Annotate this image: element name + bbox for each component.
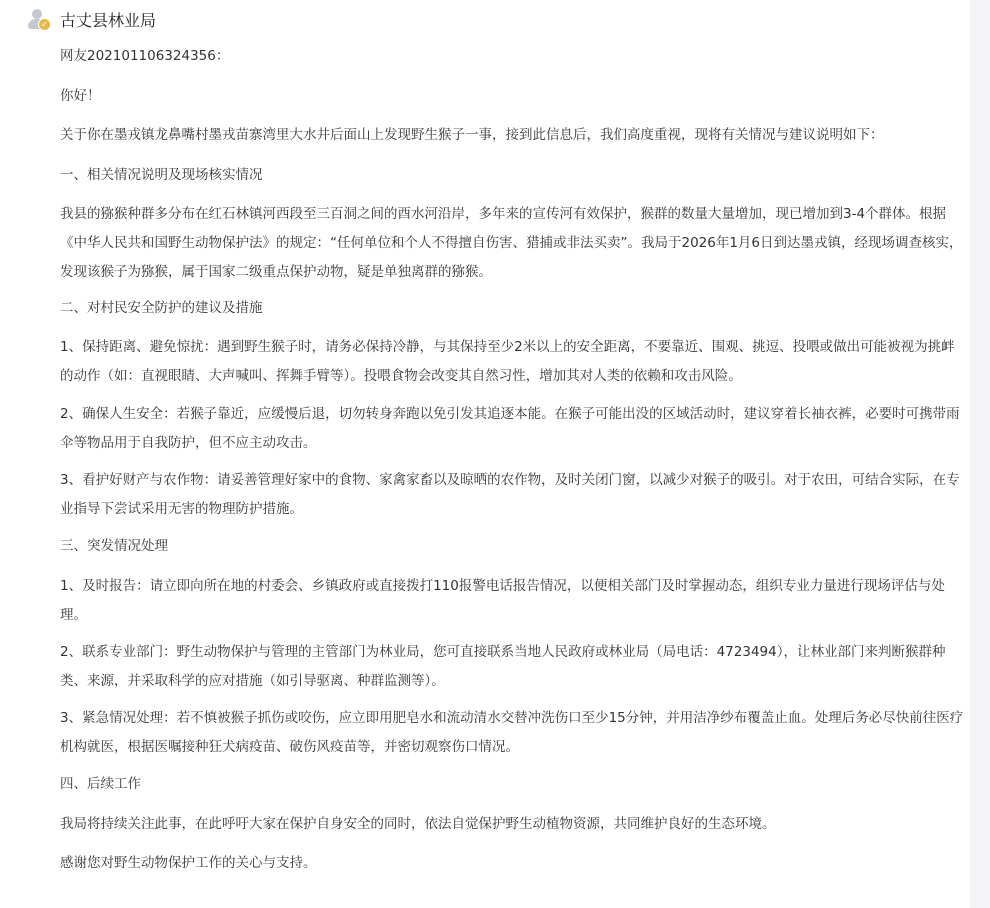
- salutation: 网友202101106324356：: [60, 48, 230, 64]
- section2-item1: 1、保持距离、避免惊扰：遇到野生猴子时，请务必保持冷静，与其保持至少2米以上的安全距离，不要靠近、围观、挑逗、投喂或做出可能被视为挑衅的动作（如：直视眼睛、大声喊叫、挥舞手臂等）。投喂食物会改变其自然习性，增加其对人类的依赖和攻击风险。: [60, 339, 955, 384]
- verified-badge-icon: ✓: [38, 18, 51, 31]
- section3-item2: 2、联系专业部门：野生动物保护与管理的主管部门为林业局，您可直接联系当地人民政府或林业局（局电话：4723494），让林业部门来判断猴群种类、来源，并采取科学的应对措施（如引导驱离、种群监测等）。: [60, 644, 946, 689]
- section2-item2: 2、确保人生安全：若猴子靠近，应缓慢后退，切勿转身奔跑以免引发其追逐本能。在猴子可能出没的区域活动时，建议穿着长袖衣裤，必要时可携带雨伞等物品用于自我防护，但不应主动攻击。: [60, 406, 960, 451]
- section1-body: 我县的猕猴种群多分布在红石林镇河西段至三百洞之间的酉水河沿岸，多年来的宣传河有效保护，猴群的数量大量增加，现已增加到3-4个群体。根据《中华人民共和国野生动物保护法》的规定：“任何单位和个人不得擅自伤害、猎捕或非法买卖”。我局于2026年1月6日到达墨戎镇，经现场调查核实，发现该猴子为猕猴，属于国家二级重点保护动物，疑是单独离群的猕猴。: [60, 206, 963, 280]
- section1-title: 一、相关情况说明及现场核实情况: [60, 167, 263, 183]
- section2-item3: 3、看护好财产与农作物：请妥善管理好家中的食物、家禽家畜以及晾晒的农作物，及时关闭门窗，以减少对猴子的吸引。对于农田，可结合实际，在专业指导下尝试采用无害的物理防护措施。: [60, 472, 960, 517]
- reply-header: [26, 5, 156, 33]
- intro-paragraph: 关于你在墨戎镇龙鼻嘴村墨戎苗寨湾里大水井后面山上发现野生猴子一事，接到此信息后，我们高度重视，现将有关情况与建议说明如下：: [60, 127, 884, 143]
- avatar: [26, 7, 50, 31]
- section4-body: 我局将持续关注此事，在此呼吁大家在保护自身安全的同时，依法自觉保护野生动植物资源，共同维护良好的生态环境。: [60, 816, 776, 832]
- section3-item1: 1、及时报告：请立即向所在地的村委会、乡镇政府或直接拨打110报警电话报告情况，以便相关部门及时掌握动态，组织专业力量进行现场评估与处理。: [60, 578, 945, 623]
- scrollbar-track[interactable]: [970, 0, 990, 908]
- greeting: 你好！: [60, 88, 101, 104]
- section4-title: 四、后续工作: [60, 776, 141, 792]
- section3-item3: 3、紧急情况处理：若不慎被猴子抓伤或咬伤，应立即用肥皂水和流动清水交替冲洗伤口至少15分钟，并用洁净纱布覆盖止血。处理后务必尽快前往医疗机构就医，根据医嘱接种狂犬病疫苗、破伤风疫苗等，并密切观察伤口情况。: [60, 710, 964, 755]
- org-name: 古丈县林业局: [60, 10, 157, 30]
- closing-line: 感谢您对野生动物保护工作的关心与支持。: [60, 855, 317, 871]
- avatar-head-shape: [32, 9, 42, 19]
- section2-title: 二、对村民安全防护的建议及措施: [60, 300, 263, 316]
- section3-title: 三、突发情况处理: [60, 538, 168, 554]
